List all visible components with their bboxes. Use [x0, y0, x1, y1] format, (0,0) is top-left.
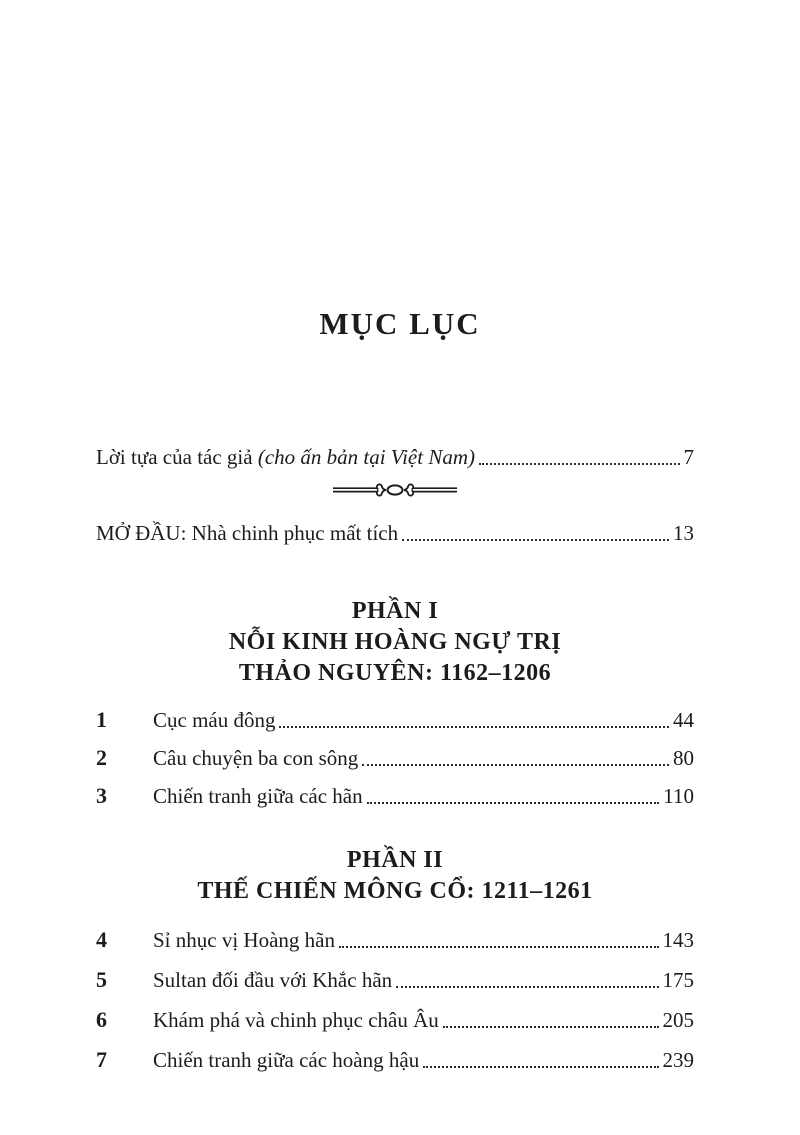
page-number: 80: [673, 746, 694, 770]
toc-entry-label: MỞ ĐẦU: Nhà chinh phục mất tích: [96, 521, 399, 545]
part-2-heading-line-2: THẾ CHIẾN MÔNG CỔ: 1211–1261: [197, 878, 593, 904]
part-2-chapters: [96, 915, 694, 1075]
part-1-heading-line-1: PHẦN I: [351, 598, 439, 624]
chapter-number: 3: [96, 783, 107, 808]
page-number: 175: [662, 968, 694, 992]
toc-entry-chapter-1: [96, 697, 694, 735]
page-number: 110: [663, 784, 694, 808]
section-divider: [96, 478, 694, 502]
page-number: 205: [662, 1008, 694, 1032]
chapter-number: 1: [96, 707, 107, 732]
toc-entry-chapter-2: [96, 735, 694, 773]
chapter-number: 4: [96, 927, 107, 952]
chapter-title: Chiến tranh giữa các hoàng hậu: [153, 1048, 420, 1072]
part-1-heading-line-3: THẢO NGUYÊN: 1162–1206: [238, 660, 552, 686]
chapter-title: Cục máu đông: [153, 708, 276, 732]
page-number: 44: [673, 708, 694, 732]
chapter-title: Sultan đối đầu với Khắc hãn: [153, 968, 393, 992]
dot-leader: [423, 1066, 658, 1068]
part-2-heading-line-1: PHẦN II: [346, 847, 444, 873]
chapter-number: 6: [96, 1007, 107, 1032]
dot-leader: [339, 946, 659, 948]
chapter-number: 5: [96, 967, 107, 992]
toc-entry-chapter-5: [96, 955, 694, 995]
chapter-title: Câu chuyện ba con sông: [153, 746, 359, 770]
part-2-heading: [96, 845, 694, 907]
chapter-number: 7: [96, 1047, 107, 1072]
page-number: 143: [662, 928, 694, 952]
dot-leader: [367, 802, 660, 804]
toc-entry-intro: [96, 516, 694, 548]
page-number: 7: [683, 445, 694, 469]
part-1-heading-line-2: NỖI KINH HOÀNG NGỰ TRỊ: [228, 629, 562, 655]
toc-entry-chapter-7: [96, 1035, 694, 1075]
toc-entry-chapter-3: [96, 773, 694, 811]
dot-leader: [362, 764, 669, 766]
toc-entry-chapter-4: [96, 915, 694, 955]
chapter-title: Chiến tranh giữa các hãn: [153, 784, 363, 808]
chapter-number: 2: [96, 745, 107, 770]
part-1-chapters: [96, 697, 694, 811]
scroll-ornament-icon: [332, 479, 458, 501]
part-1-heading: [96, 596, 694, 689]
page-number: 239: [662, 1048, 694, 1072]
dot-leader: [443, 1026, 659, 1028]
chapter-title: Sỉ nhục vị Hoàng hãn: [153, 928, 335, 952]
dot-leader: [396, 986, 658, 988]
preface-label: Lời tựa của tác giả: [96, 445, 258, 469]
chapter-title: Khám phá và chinh phục châu Âu: [153, 1008, 439, 1032]
dot-leader: [402, 539, 669, 541]
preface-label-italic: (cho ấn bản tại Việt Nam): [257, 445, 475, 469]
toc-entry-label: [96, 442, 475, 472]
toc-entry-preface: [96, 440, 694, 472]
page-number: 13: [673, 521, 694, 545]
dot-leader: [479, 463, 680, 465]
toc-content: [0, 440, 800, 1075]
toc-entry-chapter-6: [96, 995, 694, 1035]
page-title: MỤC LỤC: [319, 306, 481, 341]
dot-leader: [279, 726, 669, 728]
